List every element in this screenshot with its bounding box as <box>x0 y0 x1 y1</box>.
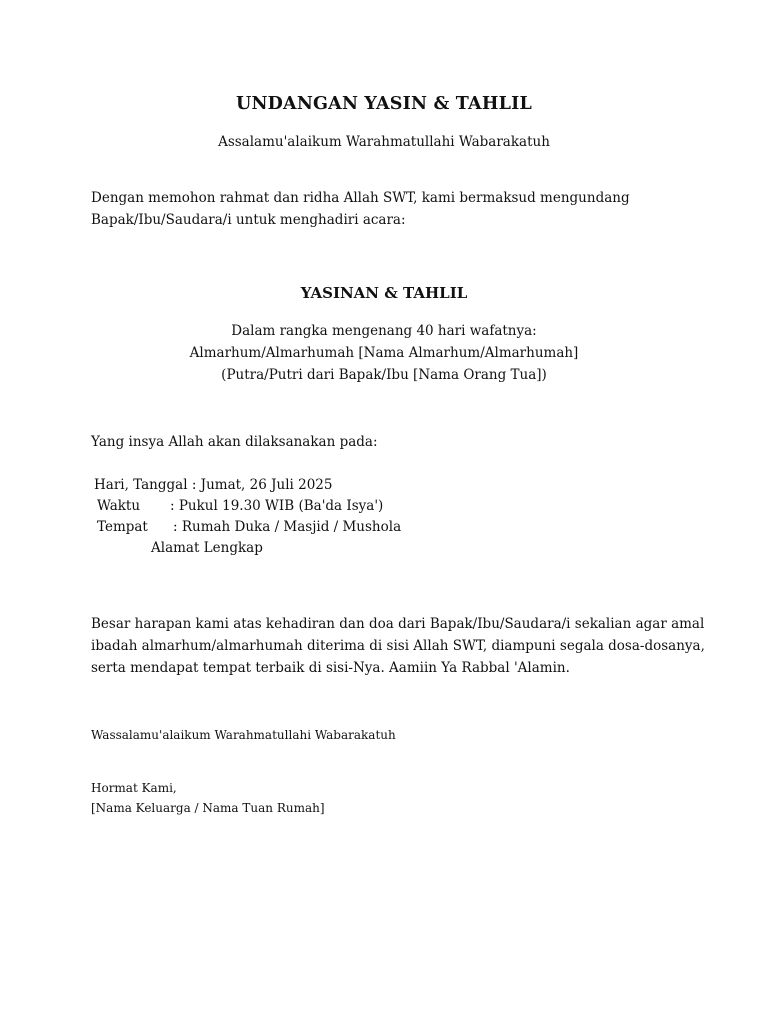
schedule-day-date: Hari, Tanggal : Jumat, 26 Juli 2025 <box>94 477 333 493</box>
closing-line: Besar harapan kami atas kehadiran dan doa dari Bapak/Ibu/Saudara/i sekalian agar amal <box>91 616 705 632</box>
signoff-greeting: Hormat Kami, <box>91 781 177 795</box>
intro-line: Dengan memohon rahmat dan ridha Allah SWT, kami bermaksud mengundang <box>91 190 630 206</box>
schedule-intro: Yang insya Allah akan dilaksanakan pada: <box>91 434 378 450</box>
event-title: YASINAN & TAHLIL <box>300 284 468 302</box>
schedule-place-label: Tempat <box>97 519 148 535</box>
signoff-name: [Nama Keluarga / Nama Tuan Rumah] <box>91 801 325 815</box>
closing-salam: Wassalamu'alaikum Warahmatullahi Wabarakatuh <box>91 728 396 742</box>
opening-salam: Assalamu'alaikum Warahmatullahi Wabarakatuh <box>218 134 550 150</box>
schedule-place-value: : Rumah Duka / Masjid / Mushola <box>173 519 402 535</box>
event-details <box>0 320 768 386</box>
event-purpose-line: Dalam rangka mengenang 40 hari wafatnya: <box>231 323 537 339</box>
closing-line: ibadah almarhum/almarhumah diterima di sisi Allah SWT, diampuni segala dosa-dosanya, <box>91 638 705 654</box>
signoff <box>91 778 325 818</box>
intro-line: Bapak/Ibu/Saudara/i untuk menghadiri acara: <box>91 212 406 228</box>
schedule-time-value: : Pukul 19.30 WIB (Ba'da Isya') <box>170 498 384 514</box>
deceased-name-line: Almarhum/Almarhumah [Nama Almarhum/Almarhumah] <box>189 345 579 361</box>
document-title: UNDANGAN YASIN & TAHLIL <box>236 94 532 114</box>
intro-paragraph <box>91 187 691 231</box>
schedule-time-label: Waktu <box>97 498 141 514</box>
schedule-address: Alamat Lengkap <box>151 540 263 556</box>
parent-name-line: (Putra/Putri dari Bapak/Ibu [Nama Orang Tua]) <box>221 367 547 383</box>
closing-line: serta mendapat tempat terbaik di sisi-Nya. Aamiin Ya Rabbal 'Alamin. <box>91 660 570 676</box>
closing-paragraph <box>91 613 705 679</box>
